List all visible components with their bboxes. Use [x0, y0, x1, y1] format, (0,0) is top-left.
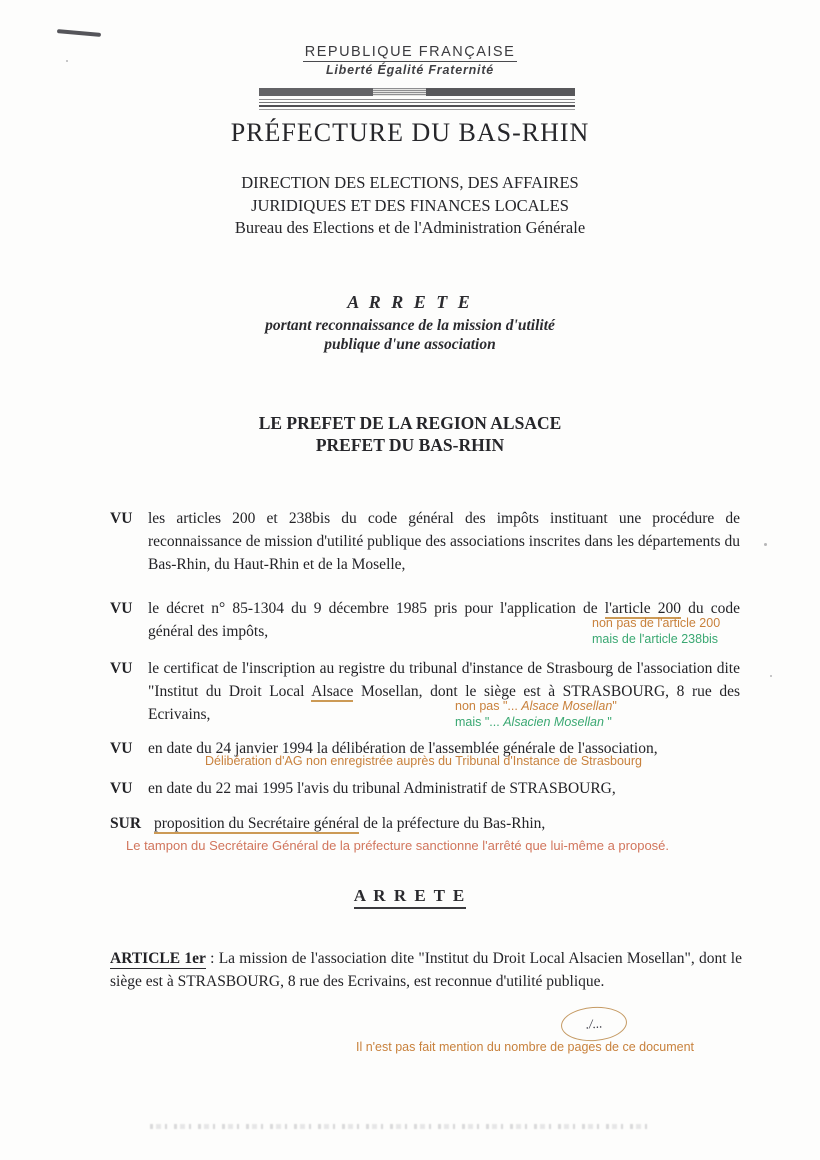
sur-text: proposition du Secrétaire général de la préfecture du Bas-Rhin,: [154, 815, 546, 832]
republic-title: [0, 44, 820, 60]
republic-title-text: REPUBLIQUE FRANÇAISE: [304, 44, 516, 60]
hand-underlined-text: Alsace: [311, 683, 354, 700]
hand-underlined-text: proposition du Secrétaire général: [154, 815, 360, 832]
issuer-line-2: PREFET DU BAS-RHIN: [315, 435, 505, 455]
direction-block: [0, 172, 820, 240]
recital-vu-3: [110, 657, 740, 726]
article-1-text: La mission de l'association dite "Institut du Droit Local Alsacien Mosellan", dont le siège est à STRASBOURG, 8 rue des Ecrivains, est reconnue d'utilité publique.: [110, 950, 742, 990]
issuer-line-1: LE PREFET DE LA REGION ALSACE: [258, 413, 562, 433]
direction-line-2: JURIDIQUES ET DES FINANCES LOCALES: [251, 195, 569, 215]
margin-note-tampon: Le tampon du Secrétaire Général de la préfecture sanctionne l'arrêté que lui-même a proposé.: [126, 838, 670, 853]
illegible-footer-line: [150, 1124, 648, 1129]
recital-text: le décret n° 85-1304 du 9 décembre 1985 pris pour l'application de l'article 200 du code général des impôts,: [148, 600, 740, 640]
decree-title-block: [0, 292, 820, 354]
margin-note-right: mais de l'article 238bis: [592, 631, 719, 646]
recital-label: VU: [110, 510, 133, 527]
margin-note-wrong: non pas de l'article 200: [592, 616, 721, 630]
article-1: [110, 947, 742, 993]
continuation-mark-oval: [560, 1005, 628, 1044]
prefecture-title: PRÉFECTURE DU BAS-RHIN: [230, 118, 590, 147]
margin-note-alsace: [455, 699, 617, 730]
hand-underlined-text: l'article 200: [604, 600, 681, 617]
logo-bar-thick-stripe: [259, 88, 575, 96]
recital-vu-1: [110, 507, 740, 576]
prefecture-logo-bar: [259, 88, 575, 110]
recital-text: en date du 22 mai 1995 l'avis du tribunal Administratif de STRASBOURG,: [148, 780, 616, 797]
issuer-block: [0, 412, 820, 456]
recital-label: VU: [110, 780, 133, 797]
operative-heading-text: A R R E T E: [354, 886, 467, 909]
recital-text: le certificat de l'inscription au registre du tribunal d'instance de Strasbourg de l'association dite "Institut du Droit Local Alsace Mosellan, dont le siège est à STRASBOURG, 8 rue des Ecrivains,: [148, 660, 740, 723]
recital-label: VU: [110, 660, 133, 677]
article-1-separator: :: [205, 950, 219, 967]
article-1-label: ARTICLE 1er: [110, 950, 206, 967]
margin-note-article-200: [592, 616, 720, 647]
decree-title-heading: A R R E T E: [347, 292, 473, 312]
sur-clause: [110, 812, 740, 835]
pen-mark: [57, 29, 101, 37]
recital-text: en date du 24 janvier 1994 la délibération de l'assemblée générale de l'association,: [148, 740, 658, 757]
operative-heading: [0, 886, 820, 906]
bureau-line: Bureau des Elections et de l'Administration Générale: [234, 218, 586, 237]
recital-vu-5: [110, 777, 740, 800]
scan-speck: [764, 543, 767, 546]
margin-note-deliberation: Délibération d'AG non enregistrée auprès du Tribunal d'Instance de Strasbourg: [205, 754, 642, 768]
continuation-mark-text: ./...: [585, 1015, 603, 1032]
national-motto: Liberté Égalité Fraternité: [325, 63, 495, 77]
scan-speck: [770, 675, 772, 677]
direction-line-1: DIRECTION DES ELECTIONS, DES AFFAIRES: [241, 173, 579, 192]
margin-note-pages: Il n'est pas fait mention du nombre de pages de ce document: [356, 1040, 695, 1054]
margin-note-wrong: non pas "... Alsace Mosellan": [455, 699, 617, 713]
decree-subtitle-line-1: portant reconnaissance de la mission d'utilité: [265, 317, 555, 334]
recital-label: VU: [110, 740, 133, 757]
margin-note-right: mais "... Alsacien Mosellan ": [455, 714, 612, 729]
decree-subtitle-line-2: publique d'une association: [324, 336, 496, 353]
recital-text: les articles 200 et 238bis du code général des impôts instituant une procédure de reconnaissance de mission d'utilité publique des associations inscrites dans les départements du Bas-Rhin, du Haut-Rhin et de la Moselle,: [148, 510, 740, 573]
scan-speck: [66, 60, 68, 62]
recital-label: VU: [110, 600, 133, 617]
sur-label: SUR: [110, 815, 142, 832]
